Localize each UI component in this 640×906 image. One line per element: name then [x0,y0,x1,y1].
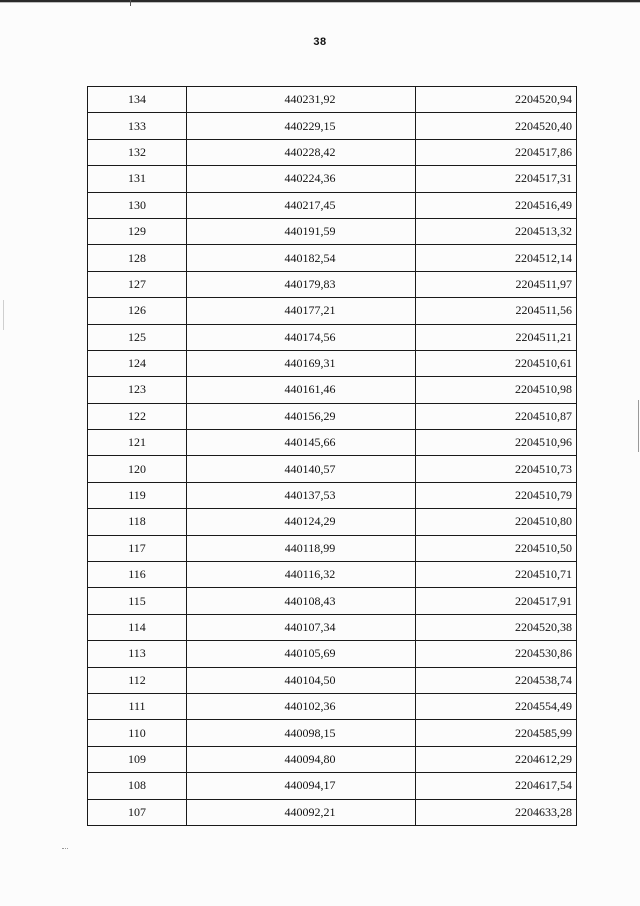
point-number-cell: 133 [88,113,187,139]
table-row [88,298,577,324]
scan-speck [62,848,68,851]
point-number-cell: 116 [88,562,187,588]
table-row [88,324,577,350]
point-number-cell: 108 [88,773,187,799]
x-coordinate-cell: 440161,46 [187,377,416,403]
x-coordinate-cell: 440094,17 [187,773,416,799]
table-row [88,641,577,667]
table-row [88,482,577,508]
y-coordinate-cell: 2204510,87 [416,403,577,429]
y-coordinate-cell: 2204516,49 [416,192,577,218]
y-coordinate-cell: 2204554,49 [416,693,577,719]
page-number: 38 [313,36,327,48]
point-number-cell: 122 [88,403,187,429]
y-coordinate-cell: 2204512,14 [416,245,577,271]
table-row [88,456,577,482]
table-row [88,245,577,271]
table-row [88,377,577,403]
x-coordinate-cell: 440124,29 [187,509,416,535]
point-number-cell: 124 [88,350,187,376]
point-number-cell: 120 [88,456,187,482]
point-number-cell: 125 [88,324,187,350]
point-number-cell: 130 [88,192,187,218]
y-coordinate-cell: 2204510,50 [416,535,577,561]
x-coordinate-cell: 440094,80 [187,746,416,772]
y-coordinate-cell: 2204520,40 [416,113,577,139]
x-coordinate-cell: 440140,57 [187,456,416,482]
x-coordinate-cell: 440191,59 [187,218,416,244]
table-row [88,562,577,588]
y-coordinate-cell: 2204520,94 [416,87,577,113]
x-coordinate-cell: 440098,15 [187,720,416,746]
point-number-cell: 117 [88,535,187,561]
scan-top-border-shadow [0,2,640,3]
x-coordinate-cell: 440174,56 [187,324,416,350]
x-coordinate-cell: 440104,50 [187,667,416,693]
x-coordinate-cell: 440145,66 [187,430,416,456]
scan-margin-mark [638,400,639,452]
point-number-cell: 123 [88,377,187,403]
x-coordinate-cell: 440118,99 [187,535,416,561]
y-coordinate-cell: 2204513,32 [416,218,577,244]
x-coordinate-cell: 440156,29 [187,403,416,429]
coordinates-table [87,86,577,826]
y-coordinate-cell: 2204585,99 [416,720,577,746]
table-row [88,350,577,376]
x-coordinate-cell: 440179,83 [187,271,416,297]
y-coordinate-cell: 2204510,73 [416,456,577,482]
point-number-cell: 128 [88,245,187,271]
point-number-cell: 113 [88,641,187,667]
x-coordinate-cell: 440102,36 [187,693,416,719]
point-number-cell: 131 [88,166,187,192]
x-coordinate-cell: 440116,32 [187,562,416,588]
x-coordinate-cell: 440231,92 [187,87,416,113]
point-number-cell: 129 [88,218,187,244]
y-coordinate-cell: 2204510,71 [416,562,577,588]
table-row [88,746,577,772]
y-coordinate-cell: 2204510,80 [416,509,577,535]
x-coordinate-cell: 440137,53 [187,482,416,508]
x-coordinate-cell: 440107,34 [187,614,416,640]
x-coordinate-cell: 440217,45 [187,192,416,218]
table-row [88,588,577,614]
point-number-cell: 134 [88,87,187,113]
y-coordinate-cell: 2204517,31 [416,166,577,192]
table-row [88,799,577,825]
x-coordinate-cell: 440177,21 [187,298,416,324]
y-coordinate-cell: 2204511,97 [416,271,577,297]
x-coordinate-cell: 440092,21 [187,799,416,825]
point-number-cell: 112 [88,667,187,693]
table-row [88,403,577,429]
y-coordinate-cell: 2204510,79 [416,482,577,508]
table-row [88,667,577,693]
y-coordinate-cell: 2204510,61 [416,350,577,376]
scan-margin-mark [3,300,4,330]
point-number-cell: 115 [88,588,187,614]
point-number-cell: 107 [88,799,187,825]
table-row [88,430,577,456]
y-coordinate-cell: 2204617,54 [416,773,577,799]
table-row [88,773,577,799]
point-number-cell: 119 [88,482,187,508]
y-coordinate-cell: 2204517,86 [416,139,577,165]
table-row [88,139,577,165]
x-coordinate-cell: 440169,31 [187,350,416,376]
table-row [88,720,577,746]
x-coordinate-cell: 440108,43 [187,588,416,614]
point-number-cell: 109 [88,746,187,772]
table-row [88,87,577,113]
y-coordinate-cell: 2204511,56 [416,298,577,324]
y-coordinate-cell: 2204612,29 [416,746,577,772]
table-row [88,535,577,561]
table-row [88,218,577,244]
x-coordinate-cell: 440224,36 [187,166,416,192]
table-row [88,509,577,535]
table-row [88,166,577,192]
point-number-cell: 110 [88,720,187,746]
table-row [88,614,577,640]
point-number-cell: 126 [88,298,187,324]
y-coordinate-cell: 2204511,21 [416,324,577,350]
x-coordinate-cell: 440182,54 [187,245,416,271]
x-coordinate-cell: 440229,15 [187,113,416,139]
point-number-cell: 118 [88,509,187,535]
table-row [88,192,577,218]
scan-top-tick [130,0,131,6]
point-number-cell: 111 [88,693,187,719]
y-coordinate-cell: 2204510,96 [416,430,577,456]
point-number-cell: 132 [88,139,187,165]
table-row [88,271,577,297]
table-row [88,693,577,719]
y-coordinate-cell: 2204530,86 [416,641,577,667]
point-number-cell: 127 [88,271,187,297]
x-coordinate-cell: 440105,69 [187,641,416,667]
y-coordinate-cell: 2204517,91 [416,588,577,614]
x-coordinate-cell: 440228,42 [187,139,416,165]
point-number-cell: 114 [88,614,187,640]
y-coordinate-cell: 2204633,28 [416,799,577,825]
coordinates-table-body [88,87,577,826]
table-row [88,113,577,139]
y-coordinate-cell: 2204538,74 [416,667,577,693]
y-coordinate-cell: 2204520,38 [416,614,577,640]
y-coordinate-cell: 2204510,98 [416,377,577,403]
point-number-cell: 121 [88,430,187,456]
